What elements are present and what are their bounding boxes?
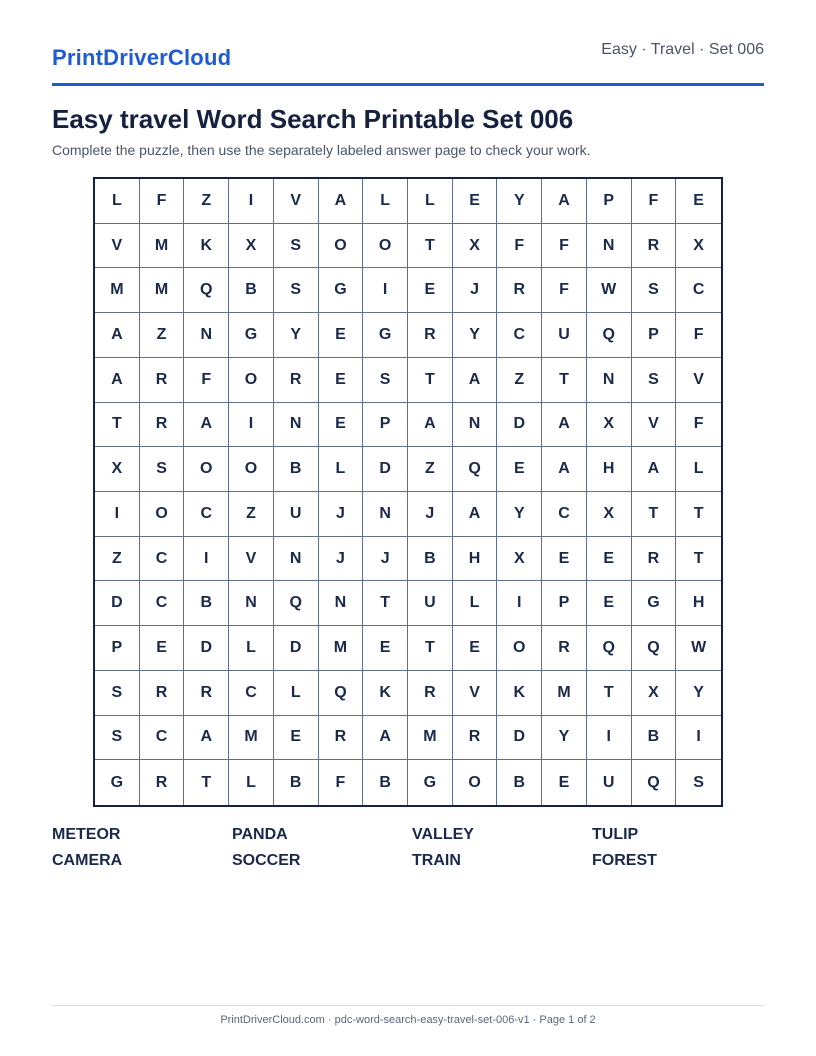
grid-cell: F [184,358,229,403]
grid-cell: K [363,671,408,716]
grid-cell: H [587,447,632,492]
grid-cell: D [184,626,229,671]
grid-cell: L [408,179,453,224]
grid-cell: J [319,492,364,537]
grid-cell: R [319,716,364,761]
grid-cell: Z [140,313,185,358]
grid-cell: R [140,671,185,716]
grid-cell: L [363,179,408,224]
grid-cell: I [676,716,721,761]
grid-cell: V [95,224,140,269]
grid-cell: J [408,492,453,537]
grid-cell: R [453,716,498,761]
grid-cell: T [95,403,140,448]
grid-cell: T [676,537,721,582]
grid-cell: U [274,492,319,537]
grid-cell: E [497,447,542,492]
grid-cell: B [274,760,319,805]
grid-cell: O [363,224,408,269]
grid-cell: E [140,626,185,671]
grid-cell: P [95,626,140,671]
grid-cell: O [497,626,542,671]
grid-cell: J [319,537,364,582]
page-footer: PrintDriverCloud.com · pdc-word-search-easy-travel-set-006-v1 · Page 1 of 2 [220,1014,596,1026]
grid-cell: T [587,671,632,716]
word-list-item: PANDA [232,826,288,843]
grid-cell: X [497,537,542,582]
grid-cell: Y [497,492,542,537]
grid-cell: T [542,358,587,403]
page-header [52,40,764,86]
grid-cell: D [274,626,319,671]
grid-cell: X [676,224,721,269]
grid-cell: E [542,760,587,805]
grid-cell: Z [95,537,140,582]
grid-cell: W [676,626,721,671]
grid-cell: F [676,403,721,448]
grid-cell: E [319,358,364,403]
grid-cell: M [542,671,587,716]
breadcrumb: Easy · Travel · Set 006 [601,41,764,58]
grid-cell: T [184,760,229,805]
word-list [52,825,772,877]
grid-cell: F [319,760,364,805]
grid-cell: Z [184,179,229,224]
grid-cell: N [587,224,632,269]
grid-cell: E [319,403,364,448]
grid-cell: F [140,179,185,224]
grid-cell: I [229,179,274,224]
grid-cell: R [497,268,542,313]
word-search-grid [93,177,723,807]
page-title: Easy travel Word Search Printable Set 006 [52,104,574,134]
grid-cell: N [274,537,319,582]
grid-cell: Z [229,492,274,537]
grid-cell: R [408,313,453,358]
grid-cell: D [497,716,542,761]
grid-cell: G [632,581,677,626]
grid-cell: X [632,671,677,716]
grid-cell: E [587,581,632,626]
grid-cell: L [229,626,274,671]
grid-cell: X [587,492,632,537]
grid-cell: N [587,358,632,403]
grid-cell: S [363,358,408,403]
grid-cell: T [408,358,453,403]
grid-cell: A [542,179,587,224]
grid-cell: B [184,581,229,626]
brand-logo[interactable]: PrintDriverCloud [52,45,232,70]
grid-cell: X [587,403,632,448]
grid-cell: T [676,492,721,537]
grid-cell: M [140,224,185,269]
grid-cell: C [140,581,185,626]
grid-cell: T [408,224,453,269]
grid-cell: E [319,313,364,358]
grid-cell: Q [184,268,229,313]
grid-cell: N [453,403,498,448]
grid-cell: F [632,179,677,224]
grid-cell: M [140,268,185,313]
grid-cell: E [453,626,498,671]
grid-cell: G [229,313,274,358]
grid-cell: C [184,492,229,537]
grid-cell: L [274,671,319,716]
grid-cell: R [184,671,229,716]
word-list-item: VALLEY [412,826,474,843]
grid-cell: Q [587,626,632,671]
grid-cell: A [363,716,408,761]
grid-cell: C [140,537,185,582]
grid-cell: X [95,447,140,492]
word-list-item: SOCCER [232,852,301,869]
grid-cell: K [497,671,542,716]
grid-cell: E [408,268,453,313]
grid-cell: R [140,403,185,448]
page-subtitle: Complete the puzzle, then use the separately labeled answer page to check your work. [52,142,591,158]
grid-cell: Y [274,313,319,358]
word-list-item: CAMERA [52,852,123,869]
grid-cell: I [497,581,542,626]
grid-cell: E [587,537,632,582]
grid-cell: I [587,716,632,761]
grid-cell: F [542,268,587,313]
grid-cell: D [95,581,140,626]
grid-cell: S [95,671,140,716]
grid-cell: U [587,760,632,805]
grid-cell: V [274,179,319,224]
grid-cell: E [363,626,408,671]
grid-cell: S [274,224,319,269]
grid-cell: H [676,581,721,626]
grid-cell: R [274,358,319,403]
grid-cell: M [229,716,274,761]
grid-cell: N [274,403,319,448]
grid-cell: O [184,447,229,492]
grid-cell: Q [632,626,677,671]
grid-cell: F [542,224,587,269]
grid-cell: O [453,760,498,805]
grid-cell: R [140,760,185,805]
grid-cell: Y [542,716,587,761]
grid-cell: P [542,581,587,626]
grid-cell: O [229,447,274,492]
grid-cell: D [363,447,408,492]
grid-cell: R [632,224,677,269]
grid-cell: U [408,581,453,626]
grid-cell: K [184,224,229,269]
grid-cell: O [229,358,274,403]
grid-cell: L [453,581,498,626]
grid-cell: Y [497,179,542,224]
grid-cell: A [632,447,677,492]
grid-cell: V [229,537,274,582]
grid-cell: X [229,224,274,269]
grid-cell: X [453,224,498,269]
footer-divider [52,1005,764,1006]
grid-cell: Y [676,671,721,716]
grid-cell: L [319,447,364,492]
grid-cell: N [184,313,229,358]
grid-cell: F [497,224,542,269]
grid-cell: C [229,671,274,716]
grid-cell: S [632,358,677,403]
grid-cell: A [184,403,229,448]
grid-cell: N [363,492,408,537]
grid-cell: B [408,537,453,582]
grid-cell: P [632,313,677,358]
grid-cell: Q [274,581,319,626]
grid-cell: Q [587,313,632,358]
grid-cell: M [319,626,364,671]
grid-cell: B [274,447,319,492]
grid-cell: T [363,581,408,626]
grid-cell: V [453,671,498,716]
grid-cell: L [229,760,274,805]
grid-cell: S [693,773,704,791]
grid-cell: E [274,716,319,761]
grid-cell: D [497,403,542,448]
word-list-item: METEOR [52,826,121,843]
grid-cell: G [319,268,364,313]
grid-cell: I [363,268,408,313]
grid-cell: A [408,403,453,448]
word-list-item: FOREST [592,852,657,869]
grid-cell: O [140,492,185,537]
grid-cell: A [453,358,498,403]
grid-cell: S [95,716,140,761]
grid-cell: F [676,313,721,358]
grid-cell: A [542,403,587,448]
grid-cell: Z [408,447,453,492]
grid-cell: E [676,179,721,224]
word-list-item: TRAIN [412,852,461,869]
grid-cell: M [408,716,453,761]
grid-cell: R [140,358,185,403]
grid-cell: J [453,268,498,313]
grid-cell: G [408,760,453,805]
grid-cell: G [363,313,408,358]
grid-cell: V [632,403,677,448]
grid-cell: O [319,224,364,269]
grid-cell: G [95,760,140,805]
grid-cell: B [632,716,677,761]
grid-cell: B [497,760,542,805]
grid-cell: C [140,716,185,761]
grid-cell: C [542,492,587,537]
grid-cell: H [453,537,498,582]
grid-cell: I [95,492,140,537]
grid-cell: R [408,671,453,716]
grid-cell: A [95,313,140,358]
grid-cell: V [676,358,721,403]
grid-cell: L [95,179,140,224]
grid-cell: C [497,313,542,358]
grid-cell: S [632,268,677,313]
grid-cell: S [140,447,185,492]
grid-cell: R [542,626,587,671]
grid-cell: A [184,716,229,761]
grid-cell: U [542,313,587,358]
grid-cell: T [632,492,677,537]
grid-cell: C [676,268,721,313]
grid-cell: Q [453,447,498,492]
grid-cell: Y [453,313,498,358]
grid-cell: J [363,537,408,582]
grid-cell: L [676,447,721,492]
grid-cell: A [542,447,587,492]
grid-cell: P [363,403,408,448]
grid-cell: E [453,179,498,224]
grid-cell: I [229,403,274,448]
grid-cell: Q [319,671,364,716]
grid-cell: T [408,626,453,671]
grid-cell: N [229,581,274,626]
grid-cell: M [95,268,140,313]
grid-cell: B [363,760,408,805]
grid-cell: A [95,358,140,403]
grid-cell: W [587,268,632,313]
grid-cell: N [319,581,364,626]
grid-cell: I [184,537,229,582]
grid-cell: A [319,179,364,224]
word-list-item: TULIP [592,826,639,843]
grid-cell: Q [632,760,677,805]
grid-cell: R [632,537,677,582]
grid-cell: S [274,268,319,313]
grid-cell: E [542,537,587,582]
grid-cell: P [587,179,632,224]
grid-cell: Z [497,358,542,403]
header-divider [52,83,764,86]
grid-cell: A [453,492,498,537]
grid-cell: B [229,268,274,313]
